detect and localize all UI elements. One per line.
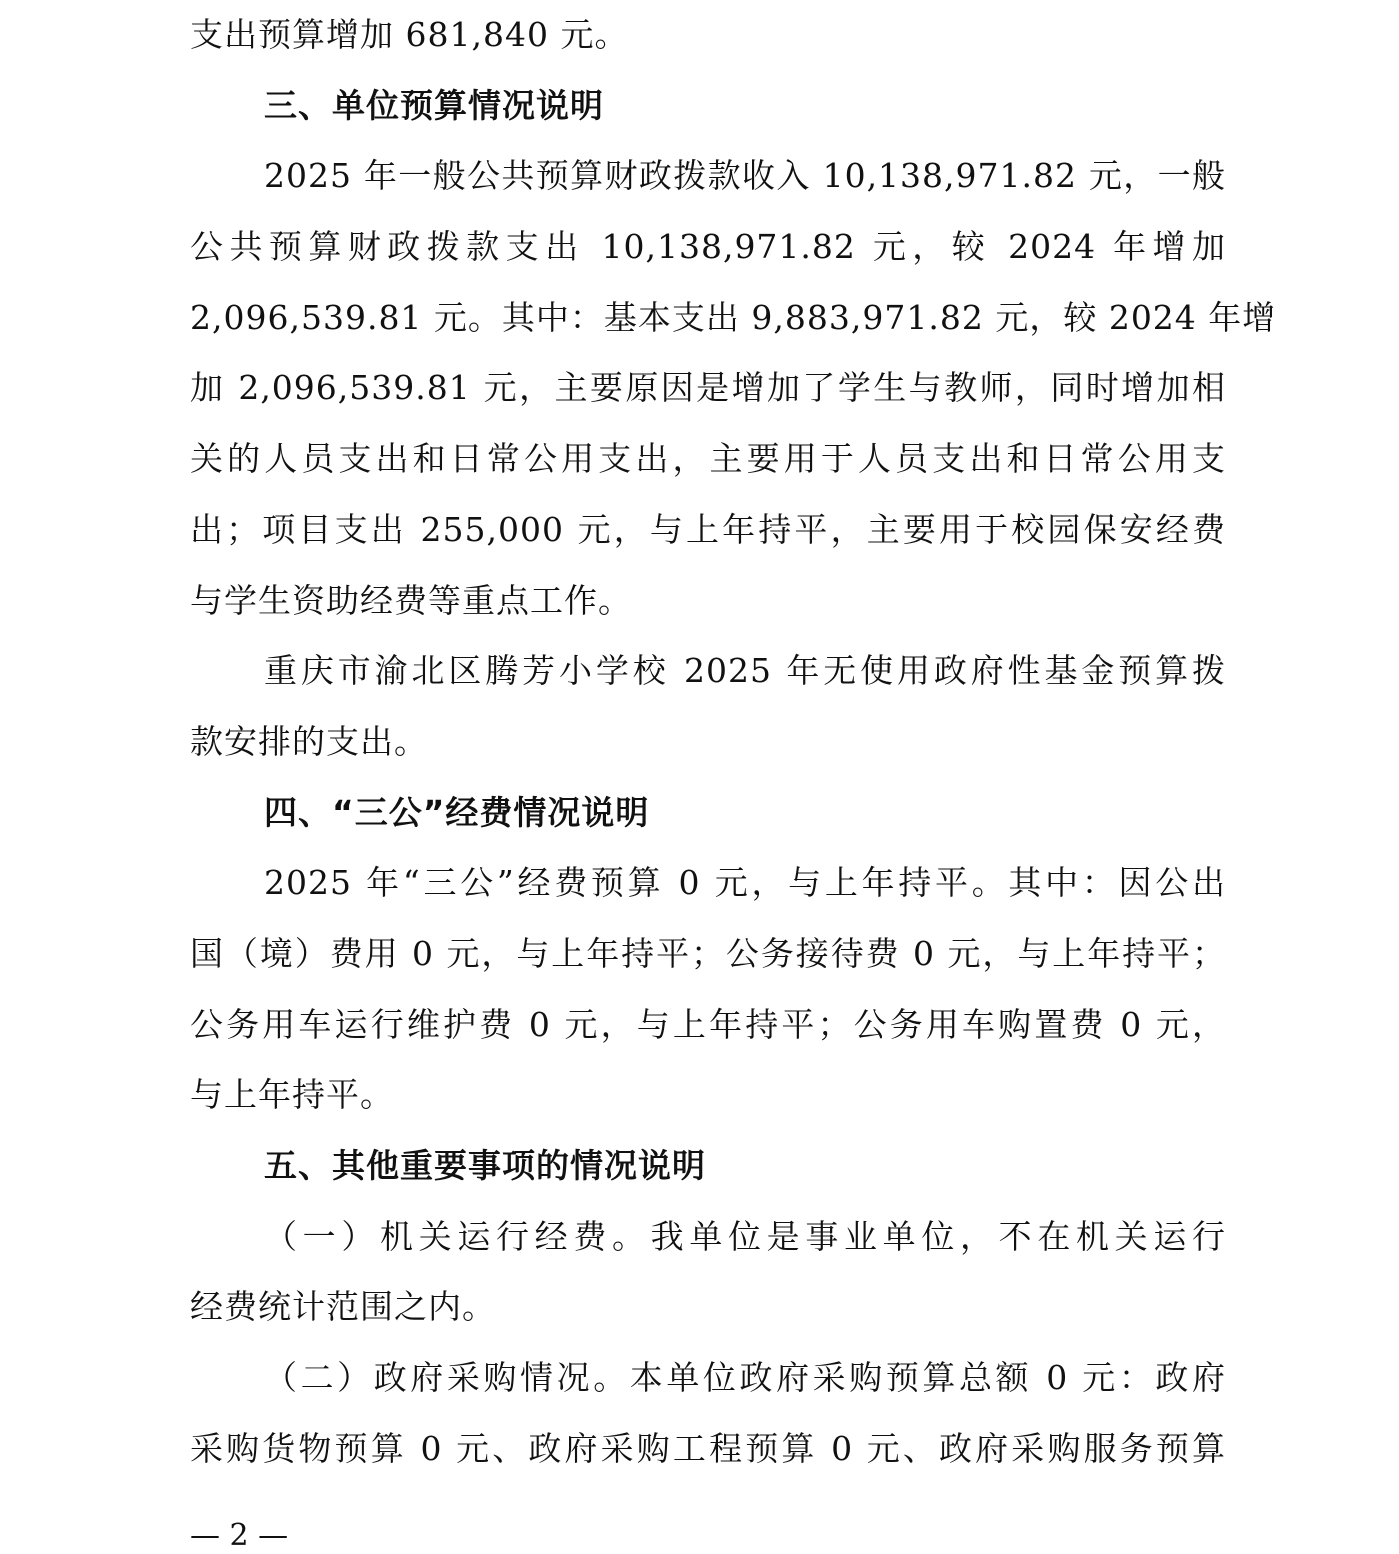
page-number: — 2 — (190, 1518, 289, 1553)
body-line: （一）机关运行经费。我单位是事业单位，不在机关运行 (264, 1216, 1226, 1256)
body-line: 2025 年一般公共预算财政拨款收入 10,138,971.82 元，一般 (264, 156, 1226, 196)
body-line: 款安排的支出。 (190, 721, 428, 761)
body-line: 采购货物预算 0 元、政府采购工程预算 0 元、政府采购服务预算 (190, 1428, 1226, 1468)
body-line: 2,096,539.81 元。其中：基本支出 9,883,971.82 元，较 2024 年增 (190, 297, 1277, 337)
document-body (190, 0, 1277, 1484)
body-line: 加 2,096,539.81 元，主要原因是增加了学生与教师，同时增加相 (190, 368, 1226, 408)
body-line: 公务用车运行维护费 0 元，与上年持平；公务用车购置费 0 元， (190, 1004, 1226, 1044)
body-line: 公共预算财政拨款支出 10,138,971.82 元，较 2024 年增加 (190, 227, 1226, 267)
body-line: 关的人员支出和日常公用支出，主要用于人员支出和日常公用支 (190, 439, 1226, 479)
body-line: 经费统计范围之内。 (190, 1287, 496, 1327)
body-line: 国（境）费用 0 元，与上年持平；公务接待费 0 元，与上年持平； (190, 933, 1226, 973)
body-line: 出；项目支出 255,000 元，与上年持平，主要用于校园保安经费 (190, 509, 1226, 549)
body-line: 支出预算增加 681,840 元。 (190, 15, 629, 54)
body-line: 重庆市渝北区腾芳小学校 2025 年无使用政府性基金预算拨 (264, 651, 1226, 691)
body-line: 与学生资助经费等重点工作。 (190, 580, 632, 620)
body-line: （二）政府采购情况。本单位政府采购预算总额 0 元：政府 (264, 1358, 1226, 1398)
section-heading-other-matters: 五、其他重要事项的情况说明 (264, 1146, 706, 1185)
body-line: 2025 年“三公”经费预算 0 元，与上年持平。其中：因公出 (264, 863, 1226, 903)
section-heading-three-public: 四、“三公”经费情况说明 (264, 792, 650, 832)
section-heading-unit-budget: 三、单位预算情况说明 (264, 85, 604, 125)
body-line: 与上年持平。 (190, 1075, 394, 1115)
